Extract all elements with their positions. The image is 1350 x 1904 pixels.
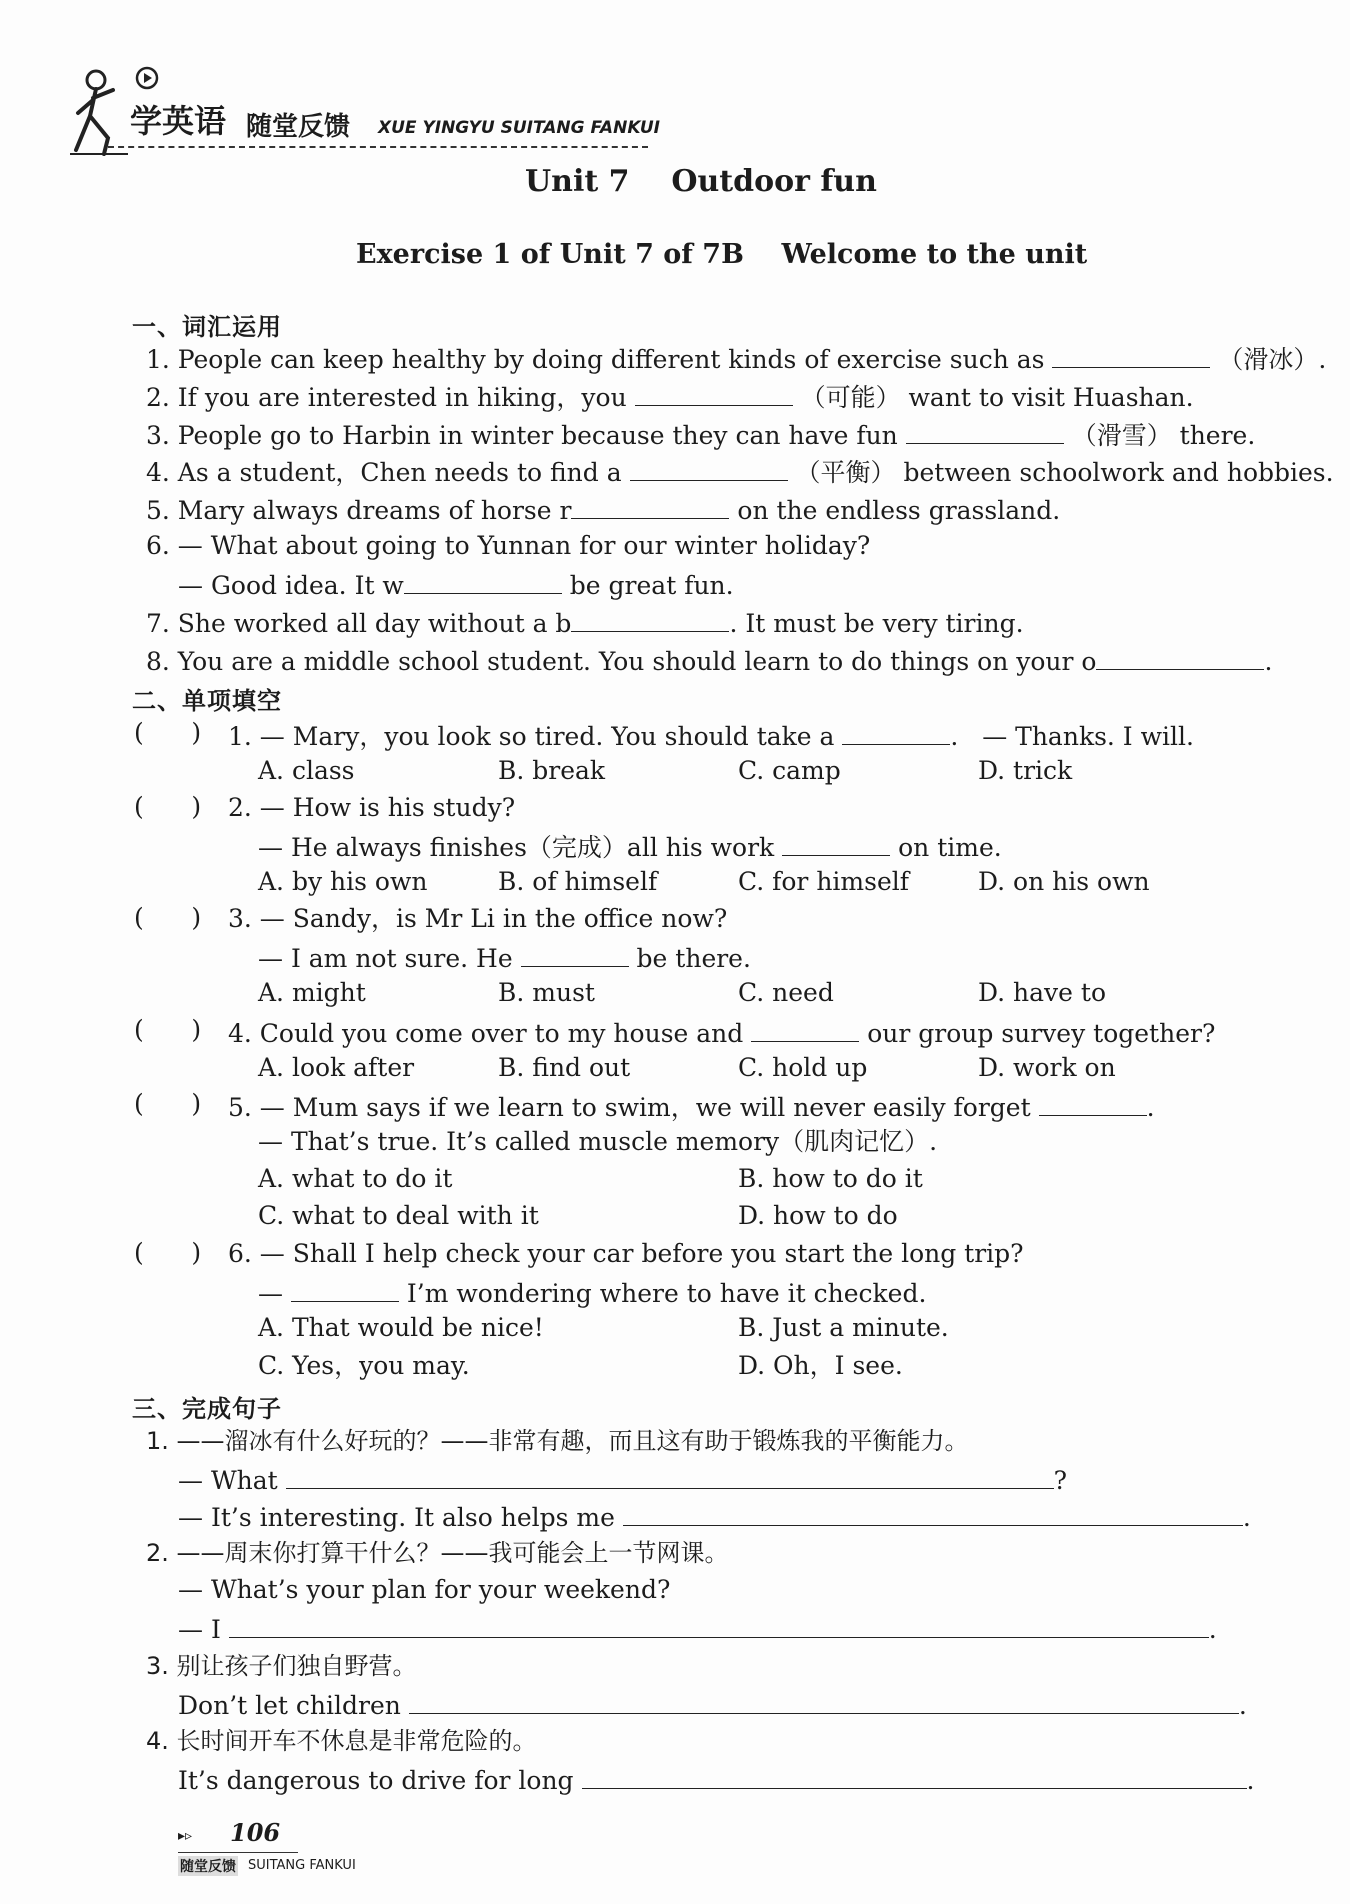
footer-brand-en: SUITANG FANKUI	[248, 1858, 356, 1873]
vocab-item-6-reply: — Good idea. It w be great fun.	[178, 567, 734, 602]
answer-blank[interactable]	[1096, 643, 1264, 670]
answer-blank	[291, 1275, 399, 1302]
answer-line[interactable]	[582, 1762, 1247, 1789]
answer-blank	[521, 940, 629, 967]
answer-parentheses[interactable]: ( )	[134, 1089, 202, 1118]
option-b: B. break	[498, 756, 606, 785]
page-title: Unit 7 Outdoor fun	[525, 164, 877, 199]
sentence-3-prompt: 3. 别让孩子们独自野营。	[146, 1652, 417, 1680]
vocab-item-3: 3. People go to Harbin in winter because they can have fun （滑雪） there.	[146, 417, 1255, 452]
section-heading-complete-sentences: 三、完成句子	[132, 1395, 282, 1423]
section-heading-vocabulary: 一、词汇运用	[132, 313, 282, 341]
option-a: A. might	[258, 978, 366, 1007]
vocab-item-6: 6. — What about going to Yunnan for our winter holiday?	[146, 531, 871, 560]
vocab-item-7: 7. She worked all day without a b . It must be very tiring.	[146, 605, 1024, 640]
answer-blank[interactable]	[571, 605, 729, 632]
answer-blank[interactable]	[630, 454, 788, 481]
answer-line[interactable]	[229, 1611, 1209, 1638]
option-d: D. have to	[978, 978, 1107, 1007]
header-brand-cn2: 随堂反馈	[246, 112, 351, 142]
double-arrow-icon: ▸▹	[178, 1828, 193, 1844]
vocab-item-5: 5. Mary always dreams of horse r on the endless grassland.	[146, 492, 1060, 527]
option-a: A. class	[258, 756, 355, 785]
option-a: A. by his own	[258, 867, 428, 896]
sentence-2-prompt: 2. ——周末你打算干什么？——我可能会上一节网课。	[146, 1539, 729, 1567]
header-dashed-rule	[108, 146, 648, 148]
option-d: D. on his own	[978, 867, 1150, 896]
answer-line[interactable]	[623, 1499, 1243, 1526]
exercise-subtitle: Exercise 1 of Unit 7 of 7B Welcome to the unit	[356, 239, 1088, 270]
answer-blank	[1039, 1089, 1147, 1116]
section-heading-multiple-choice: 二、单项填空	[132, 687, 282, 715]
option-c: C. Yes，you may.	[258, 1351, 470, 1380]
option-c: C. what to deal with it	[258, 1201, 539, 1230]
answer-parentheses[interactable]: ( )	[134, 792, 202, 821]
mc-question-1: 1. — Mary，you look so tired. You should take a . — Thanks. I will.	[228, 718, 1194, 753]
answer-blank	[842, 718, 950, 745]
answer-parentheses[interactable]: ( )	[134, 1238, 202, 1267]
option-a: A. look after	[258, 1053, 415, 1082]
vocab-item-2: 2. If you are interested in hiking，you （可能） want to visit Huashan.	[146, 379, 1194, 414]
mc-question-3-reply: — I am not sure. He be there.	[258, 940, 751, 975]
answer-blank[interactable]	[571, 492, 729, 519]
sentence-2-line-1: — What’s your plan for your weekend?	[178, 1575, 671, 1604]
vocab-item-4: 4. As a student，Chen needs to find a （平衡） between schoolwork and hobbies.	[146, 454, 1334, 489]
footer-brand-cn: 随堂反馈	[178, 1856, 238, 1876]
mc-question-4: 4. Could you come over to my house and our group survey together?	[228, 1015, 1215, 1050]
header-banner	[68, 58, 668, 158]
option-b: B. how to do it	[738, 1164, 923, 1193]
mc-question-6: 6. — Shall I help check your car before you start the long trip?	[228, 1239, 1024, 1268]
sentence-1-line-1: — What ?	[178, 1462, 1067, 1497]
option-c: C. for himself	[738, 867, 910, 896]
answer-blank[interactable]	[906, 417, 1064, 444]
option-b: B. find out	[498, 1053, 631, 1082]
answer-line[interactable]	[409, 1687, 1239, 1714]
mc-question-5-reply: — That’s true. It’s called muscle memory（肌肉记忆）.	[258, 1127, 938, 1156]
vocab-item-8: 8. You are a middle school student. You should learn to do things on your o .	[146, 643, 1272, 678]
play-circle-icon	[135, 66, 159, 90]
sentence-4-prompt: 4. 长时间开车不休息是非常危险的。	[146, 1727, 537, 1755]
footer-rule	[178, 1852, 298, 1853]
mc-question-2-reply: — He always finishes（完成）all his work on time.	[258, 829, 1002, 864]
option-c: C. need	[738, 978, 834, 1007]
option-d: D. trick	[978, 756, 1073, 785]
mc-question-5: 5. — Mum says if we learn to swim，we will never easily forget .	[228, 1089, 1155, 1124]
vocab-item-1: 1. People can keep healthy by doing different kinds of exercise such as （滑冰）.	[146, 341, 1326, 376]
option-d: D. work on	[978, 1053, 1116, 1082]
option-b: B. must	[498, 978, 595, 1007]
answer-blank	[782, 829, 890, 856]
answer-blank	[751, 1015, 859, 1042]
answer-parentheses[interactable]: ( )	[134, 1015, 202, 1044]
option-c: C. hold up	[738, 1053, 868, 1082]
option-d: D. Oh，I see.	[738, 1351, 903, 1380]
option-a: A. what to do it	[258, 1164, 453, 1193]
mc-question-2: 2. — How is his study?	[228, 793, 516, 822]
sentence-4-line-1: It’s dangerous to drive for long .	[178, 1762, 1254, 1797]
sentence-2-line-2: — I .	[178, 1611, 1217, 1646]
option-c: C. camp	[738, 756, 841, 785]
answer-blank[interactable]	[635, 379, 793, 406]
header-brand-en: XUE YINGYU SUITANG FANKUI	[378, 118, 661, 138]
option-a: A. That would be nice!	[258, 1313, 544, 1342]
answer-line[interactable]	[286, 1462, 1054, 1489]
option-b: B. Just a minute.	[738, 1313, 949, 1342]
mc-question-6-reply: — I’m wondering where to have it checked.	[258, 1275, 926, 1310]
sentence-3-line-1: Don’t let children .	[178, 1687, 1247, 1722]
answer-blank[interactable]	[1052, 341, 1210, 368]
answer-blank[interactable]	[404, 567, 562, 594]
page-number: 106	[230, 1818, 281, 1847]
answer-parentheses[interactable]: ( )	[134, 718, 202, 747]
option-b: B. of himself	[498, 867, 658, 896]
mc-question-3: 3. — Sandy，is Mr Li in the office now?	[228, 904, 728, 933]
answer-parentheses[interactable]: ( )	[134, 903, 202, 932]
header-brand-cn: 学英语	[130, 102, 227, 140]
option-d: D. how to do	[738, 1201, 898, 1230]
footer	[178, 1818, 438, 1878]
sentence-1-prompt: 1. ——溜冰有什么好玩的？——非常有趣，而且这有助于锻炼我的平衡能力。	[146, 1427, 969, 1455]
sentence-1-line-2: — It’s interesting. It also helps me .	[178, 1499, 1251, 1534]
